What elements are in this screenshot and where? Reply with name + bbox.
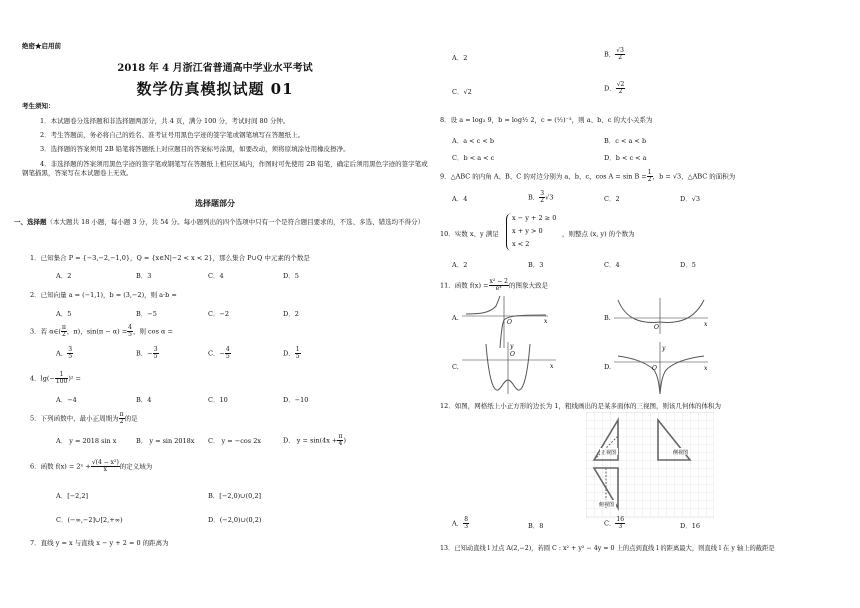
q10-option-c: C．4 (604, 261, 620, 269)
q6-option-a: A．[−2,2] (56, 492, 89, 500)
q8-stem: 8．设 a = log₃ 9，b = log½ 2，c = (½)⁻³，则 a、b、c 的大小关系为 (440, 116, 653, 124)
exam-line: 2018 年 4 月浙江省普通高中学业水平考试 (117, 63, 313, 74)
page-title: 数学仿真模拟试题 01 (136, 80, 294, 98)
q5-option-b: B． y = sin 2018x (136, 437, 195, 445)
q5-option-d: D． y = sin(4x + $\frac{\pi}{4}$ ) (283, 433, 346, 447)
q11c-y-label: y (510, 343, 514, 350)
section-intro-text: （本大题共 18 小题，每小题 3 分，共 54 分。每小题列出的四个选项中只有一个是符合题目要求的，不选、多选、错选均不得分） (46, 218, 425, 226)
q4-option-d: D．−10 (283, 396, 309, 404)
q11a-x-label: x (544, 318, 548, 325)
q10-stem-post: ，则整点 (x, y) 的个数为 (562, 230, 635, 238)
q5-option-a: A． y = 2018 sin x (56, 437, 117, 445)
notice-heading: 考生须知： (22, 102, 55, 110)
q12-option-c: C． $\frac{16}{3}$ (604, 516, 625, 530)
q12-option-d: D．16 (680, 522, 700, 530)
q3-stem: 3．若 α∈( $\frac{\pi}{2}$ ，π)，sin(π − α) = $\frac{4}{5}$ ，则 cos α = (30, 324, 173, 338)
q2-option-d: D．2 (283, 310, 299, 318)
q4-stem: 4．lg(− $\frac{1}{100}$ )² = (30, 371, 81, 385)
q11-graph-b (612, 296, 712, 336)
q11-graph-c (460, 340, 560, 396)
q4-option-b: B．4 (136, 396, 152, 404)
q11-stem: 11．函数 f(x) = $\frac{\text{x² − 2}}{\text{eˣ}}$ 的图象大致是 (440, 278, 548, 292)
q2-option-b: B．−5 (136, 310, 157, 318)
notice-item-2: 2．考生答题前，务必将自己的姓名、准考证号用黑色字迹的签字笔或钢笔填写在答题纸上。 (40, 131, 305, 139)
q6-option-b: B．[−2,0)∪(0,2] (208, 492, 261, 500)
q4-option-a: A．−4 (56, 396, 77, 404)
q12-front-view-label: 正视图 (601, 450, 617, 456)
q3-option-c: C．− $\frac{4}{5}$ (208, 346, 230, 360)
q9-option-d: D．√3 (680, 195, 700, 203)
q9-option-a: A．4 (452, 195, 468, 203)
q11-option-d: D. (604, 363, 612, 371)
q10-system-2: x + y > 0 (512, 227, 543, 235)
q13-stem: 13．已知动直线 l 过点 A(2,−2)，若圆 C : x² + y² − 4y = 0 上的点到直线 l 的距离最大，则直线 l 在 y 轴上的截距是 (440, 545, 775, 552)
q2-option-a: A．5 (56, 310, 72, 318)
q11d-x-label: x (704, 365, 708, 372)
q11-option-b: B. (604, 314, 611, 322)
q6-option-c: C．(−∞,−2]∪[2,+∞) (56, 516, 123, 524)
q6-stem: 6．函数 f(x) = 2ˣ + $\frac{\text{√(4 − x²)}}{x}$ 的定义域为 (30, 459, 153, 473)
q10-option-a: A．2 (452, 261, 468, 269)
q7-stem: 7．直线 y = x 与直线 x − y + 2 = 0 的距离为 (30, 539, 169, 547)
q11-option-c: C. (452, 363, 459, 371)
q11a-origin-label: O (507, 319, 512, 326)
q11d-y-label: y (662, 345, 666, 352)
q12-option-b: B．8 (528, 522, 544, 530)
q1-stem: 1．已知集合 P = {−3,−2,−1,0}，Q = {x∈N|−2 < x < 2}，那么集合 P∪Q 中元素的个数是 (30, 254, 310, 262)
q12-option-a: A． $\frac{8}{3}$ (452, 516, 469, 530)
notice-item-1: 1．本试题卷分选择题和非选择题两部分，共 4 页，满分 100 分，考试时间 80 分钟。 (40, 117, 290, 125)
q11d-origin-label: O (652, 365, 657, 372)
q8-option-c: C．b < a < c (452, 154, 495, 162)
q9-option-b: B． $\frac{3}{2}$ √3 (528, 190, 554, 204)
q7-option-c: C．√2 (452, 88, 472, 96)
q11c-x-label: x (550, 363, 554, 370)
q1-option-c: C．4 (208, 272, 224, 280)
q10-option-b: B．3 (528, 261, 544, 269)
secret-label: 绝密★启用前 (22, 42, 61, 50)
q3-option-a: A． $\frac{3}{5}$ (56, 346, 73, 360)
q7-option-d: D． $\frac{√2}{2}$ (604, 81, 625, 95)
q11b-x-label: x (704, 321, 708, 328)
q11b-origin-label: O (654, 324, 659, 331)
q11c-origin-label: O (510, 351, 515, 358)
q9-stem: 9．△ABC 的内角 A、B、C 的对边分别为 a、b、c，cos A = sin B = $\frac{1}{2}$ ，b = √3，△ABC 的面积为 (440, 169, 736, 183)
q1-option-b: B．3 (136, 272, 152, 280)
q10-option-d: D．5 (680, 261, 696, 269)
q10-stem-pre: 10．实数 x、y 满足 (440, 230, 499, 238)
q1-option-d: D．5 (283, 272, 299, 280)
q6-option-d: D．(−2,0)∪(0,2) (208, 516, 262, 524)
section-intro-label: 一、选择题 (14, 218, 47, 226)
q8-option-b: B．c < a < b (604, 137, 647, 145)
q9-option-c: C．2 (604, 195, 620, 203)
q1-option-a: A．2 (56, 272, 72, 280)
q10-system-3: x < 2 (512, 240, 530, 248)
q7-option-a: A．2 (452, 54, 468, 62)
q3-option-d: D． $\frac{1}{5}$ (283, 346, 300, 360)
q12-side-view-label: 侧视图 (673, 450, 689, 456)
q5-stem: 5．下列函数中，最小正周期为 $\frac{\pi}{2}$ 的是 (30, 411, 138, 425)
q2-stem: 2．已知向量 a = (−1,1)，b = (3,−2)，则 a·b = (30, 291, 177, 299)
q7-option-b: B． $\frac{√3}{2}$ (604, 47, 624, 61)
section-intro (14, 218, 430, 227)
q11-graph-d (612, 340, 712, 396)
q10-system-1: x − y + 2 ≥ 0 (512, 214, 557, 222)
q2-option-c: C．−2 (208, 310, 230, 318)
notice-item-4: 4．非选择题的答案须用黑色字迹的签字笔或钢笔写在答题纸上相应区域内，作图时可先使用 2B 铅笔，确定后须用黑色字迹的签字笔或钢笔描黑，答案写在本试题卷上无效。 (22, 160, 428, 178)
q12-three-view-figure (586, 412, 714, 518)
q8-option-a: A．a < c < b (452, 137, 495, 145)
q8-option-d: D．b < c < a (604, 154, 647, 162)
q12-top-view-label: 俯视图 (599, 502, 615, 508)
q11-option-a: A. (452, 314, 459, 322)
section-title: 选择题部分 (195, 198, 235, 208)
q5-option-c: C． y = −cos 2x (208, 437, 261, 445)
notice-item-3: 3．选择题的答案须用 2B 铅笔将答题纸上对应题目的答案标号涂黑，如要改动，须将原填涂处用橡皮擦净。 (40, 145, 350, 153)
q3-option-b: B．− $\frac{3}{5}$ (136, 346, 158, 360)
q12-stem: 12．如图，网格纸上小正方形的边长为 1，粗线画出的是某多面体的三视图，则该几何体的体积为 (440, 402, 721, 410)
q4-option-c: C．10 (208, 396, 228, 404)
